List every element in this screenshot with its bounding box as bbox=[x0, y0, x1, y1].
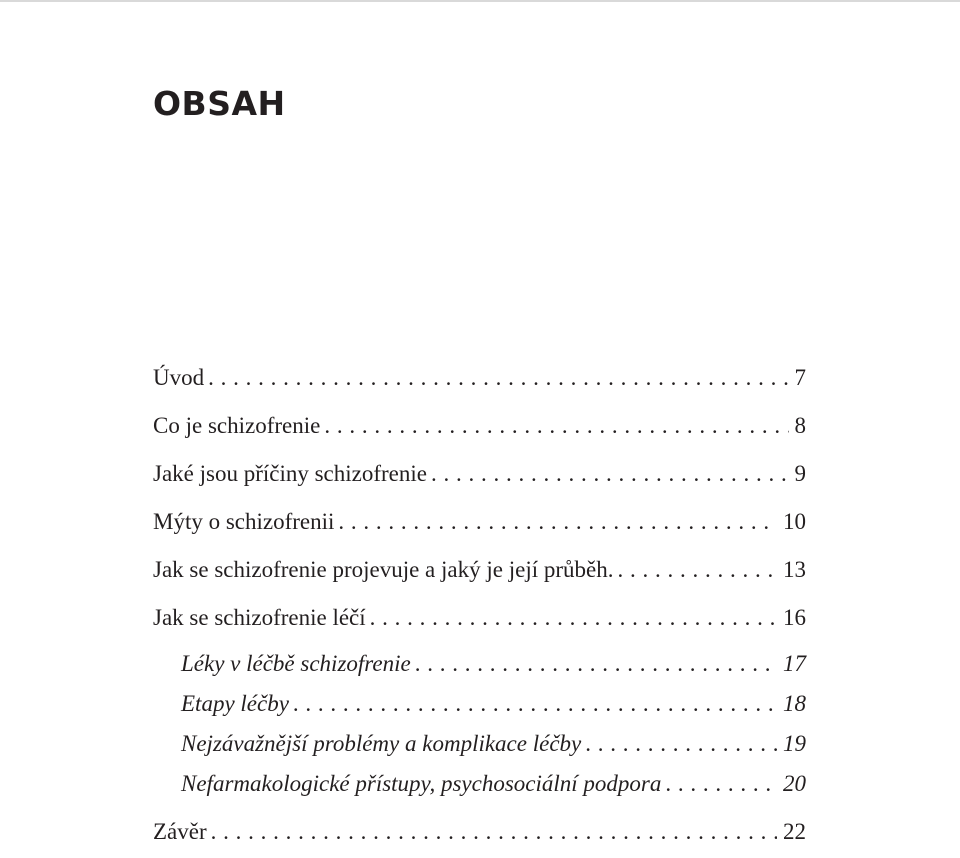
toc-entry-title: Jaké jsou příčiny schizofrenie bbox=[153, 461, 427, 486]
toc-subentry-leky[interactable] bbox=[153, 644, 806, 684]
toc-leader-dots bbox=[324, 404, 788, 448]
toc-leader-dots bbox=[338, 500, 777, 544]
toc-entry-priciny[interactable] bbox=[153, 452, 806, 500]
toc-entry-title: Jak se schizofrenie léčí bbox=[153, 605, 366, 630]
table-of-contents bbox=[153, 356, 806, 858]
toc-entry-uvod[interactable] bbox=[153, 356, 806, 404]
toc-entry-zaver[interactable] bbox=[153, 810, 806, 858]
toc-entry-page: 22 bbox=[783, 819, 806, 844]
toc-entry-title: Závěr bbox=[153, 819, 207, 844]
toc-entry-leceni[interactable] bbox=[153, 596, 806, 644]
toc-subentry-problemy[interactable] bbox=[153, 724, 806, 764]
toc-leader-dots bbox=[211, 810, 777, 854]
toc-entry-page: 7 bbox=[794, 365, 806, 390]
toc-subentry-nefarmakologicke[interactable] bbox=[153, 764, 806, 804]
toc-leader-dots bbox=[370, 596, 777, 640]
toc-leader-dots bbox=[617, 548, 777, 592]
page-top-edge bbox=[0, 0, 960, 2]
toc-leader-dots bbox=[665, 764, 777, 804]
toc-entry-co-je-schizofrenie[interactable] bbox=[153, 404, 806, 452]
toc-entry-page: 13 bbox=[783, 557, 806, 582]
toc-entry-title: Etapy léčby bbox=[181, 691, 289, 716]
toc-entry-title: Úvod bbox=[153, 365, 205, 390]
toc-leader-dots bbox=[415, 644, 777, 684]
toc-entry-title: Nejzávažnější problémy a komplikace léčby bbox=[181, 731, 582, 756]
toc-leader-dots bbox=[293, 684, 777, 724]
toc-entry-page: 20 bbox=[783, 771, 806, 796]
toc-entry-page: 9 bbox=[794, 461, 806, 486]
toc-entry-title: Nefarmakologické přístupy, psychosociální podpora bbox=[181, 771, 662, 796]
toc-entry-page: 18 bbox=[783, 691, 806, 716]
toc-entry-projevy[interactable] bbox=[153, 548, 806, 596]
toc-entry-page: 16 bbox=[783, 605, 806, 630]
toc-leader-dots bbox=[431, 452, 789, 496]
toc-entry-page: 8 bbox=[794, 413, 806, 438]
toc-leader-dots bbox=[585, 724, 777, 764]
toc-entry-page: 10 bbox=[783, 509, 806, 534]
toc-subentry-etapy[interactable] bbox=[153, 684, 806, 724]
toc-entry-page: 17 bbox=[783, 651, 806, 676]
toc-entry-title: Jak se schizofrenie projevuje a jaký je její průběh. bbox=[153, 557, 614, 582]
toc-entry-title: Co je schizofrenie bbox=[153, 413, 321, 438]
toc-entry-title: Léky v léčbě schizofrenie bbox=[181, 651, 411, 676]
toc-entry-title: Mýty o schizofrenii bbox=[153, 509, 335, 534]
page-title: OBSAH bbox=[153, 84, 286, 123]
toc-entry-myty[interactable] bbox=[153, 500, 806, 548]
toc-leader-dots bbox=[208, 356, 788, 400]
toc-entry-page: 19 bbox=[783, 731, 806, 756]
